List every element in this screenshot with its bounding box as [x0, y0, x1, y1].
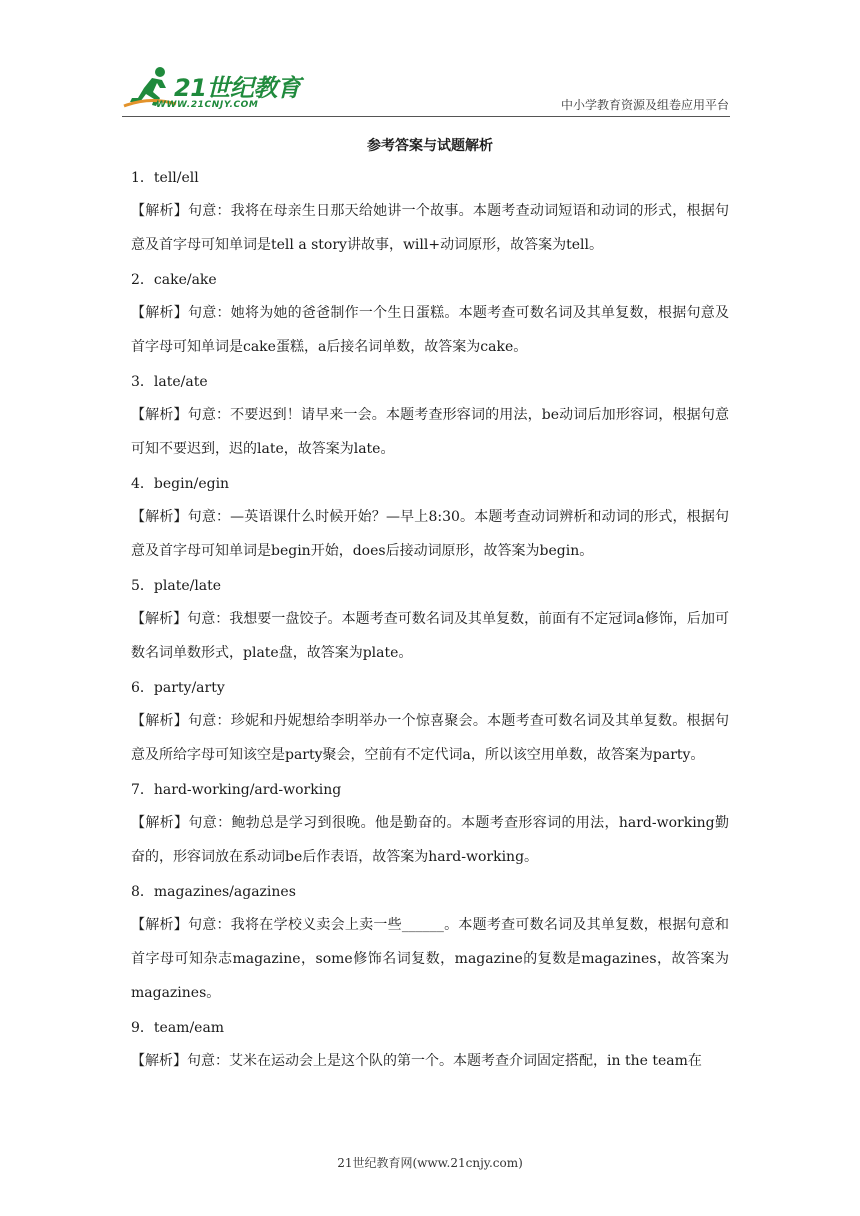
page-title: 参考答案与试题解析 [367, 138, 493, 154]
answer-heading: 2．cake/ake [131, 272, 217, 288]
answer-heading: 4．begin/egin [131, 476, 230, 492]
answer-explanation: 【解析】句意：珍妮和丹妮想给李明举办一个惊喜聚会。本题考查可数名词及其单复数。根据句意及所给字母可知该空是party聚会，空前有不定代词a，所以该空用单数，故答案为party。 [131, 713, 729, 763]
answer-explanation: 【解析】句意：鲍勃总是学习到很晚。他是勤奋的。本题考查形容词的用法，hard-working勤奋的，形容词放在系动词be后作表语，故答案为hard-working。 [131, 815, 729, 865]
answer-item [131, 472, 729, 568]
answer-explanation: 【解析】句意：艾米在运动会上是这个队的第一个。本题考查介词固定搭配，in the team在 [131, 1053, 702, 1069]
logo-text: 21世纪教育 [174, 74, 301, 102]
logo [122, 66, 301, 116]
answer-item [131, 166, 729, 262]
platform-label: 中小学教育资源及组卷应用平台 [560, 98, 729, 112]
answer-heading: 7．hard-working/ard-working [131, 782, 342, 798]
answer-item [131, 574, 729, 670]
answer-explanation: 【解析】句意：我将在学校义卖会上卖一些______。本题考查可数名词及其单复数，根据句意和首字母可知杂志magazine，some修饰名词复数，magazine的复数是magazines，故答案为magazines。 [131, 917, 729, 1001]
answer-item [131, 880, 729, 1010]
answer-heading: 6．party/arty [131, 680, 225, 696]
logo-url: WWW.21CNJY.COM [156, 100, 259, 110]
answer-item [131, 778, 729, 874]
header-divider [122, 116, 730, 117]
answer-heading: 5．plate/late [131, 578, 222, 594]
answer-heading: 3．late/ate [131, 374, 208, 390]
answer-item [131, 676, 729, 772]
answer-explanation: 【解析】句意：我将在母亲生日那天给她讲一个故事。本题考查动词短语和动词的形式，根据句意及首字母可知单词是tell a story讲故事，will+动词原形，故答案为tell。 [131, 203, 729, 253]
answer-explanation: 【解析】句意：—英语课什么时候开始？—早上8:30。本题考查动词辨析和动词的形式，根据句意及首字母可知单词是begin开始，does后接动词原形，故答案为begin。 [131, 509, 729, 559]
answer-content [131, 134, 729, 1084]
answer-heading: 1．tell/ell [131, 170, 199, 186]
answer-item [131, 268, 729, 364]
answer-explanation: 【解析】句意：不要迟到！请早来一会。本题考查形容词的用法，be动词后加形容词，根据句意可知不要迟到，迟的late，故答案为late。 [131, 407, 729, 457]
answer-heading: 8．magazines/agazines [131, 884, 296, 900]
answer-item [131, 1016, 729, 1078]
page-footer: 21世纪教育网(www.21cnjy.com) [337, 1156, 523, 1170]
answer-explanation: 【解析】句意：她将为她的爸爸制作一个生日蛋糕。本题考查可数名词及其单复数，根据句意及首字母可知单词是cake蛋糕，a后接名词单数，故答案为cake。 [131, 305, 729, 355]
answer-explanation: 【解析】句意：我想要一盘饺子。本题考查可数名词及其单复数，前面有不定冠词a修饰，后加可数名词单数形式，plate盘，故答案为plate。 [131, 611, 729, 661]
answer-item [131, 370, 729, 466]
answer-heading: 9．team/eam [131, 1020, 225, 1036]
page-header [0, 0, 860, 120]
